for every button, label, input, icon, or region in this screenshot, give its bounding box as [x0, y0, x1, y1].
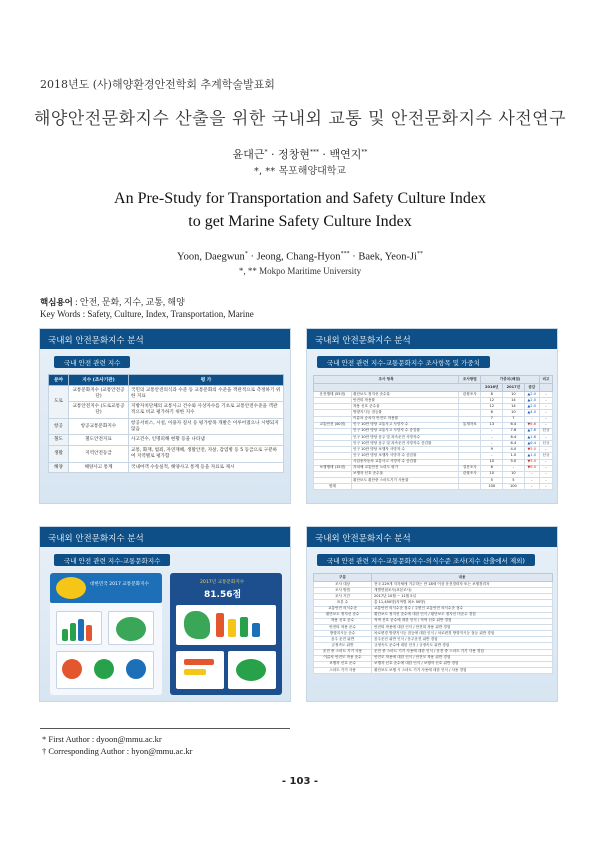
table-cell: -	[539, 465, 552, 471]
traffic-culture-weights-table	[313, 375, 553, 490]
author-ko-1: 윤대근	[232, 148, 265, 161]
table-cell: 음주운전 위반 인식 / 음주운전 위반 경험	[372, 637, 553, 643]
table-cell: ▼6.0	[524, 465, 539, 471]
table-cell: ▲2.0	[524, 398, 539, 404]
table-cell: 14	[503, 398, 525, 404]
table-cell: 9	[481, 447, 503, 453]
table-cell: ▲1.6	[524, 434, 539, 440]
author-ko-1-mark: *	[264, 148, 268, 156]
footnote-corresponding-author: † Corresponding Author : hyon@mmu.ac.kr	[42, 746, 193, 756]
table-header: 구분	[314, 574, 372, 582]
table-cell: -	[524, 416, 539, 422]
table-cell: 5	[503, 477, 525, 483]
pie-mark	[116, 617, 146, 641]
table-cell: ▲6.4	[524, 441, 539, 447]
table-row	[49, 435, 284, 446]
slide-subtitle: 국내 안전 관련 지수-교통문화지수-의식수준 조사(지수 산출에서 제외)	[317, 554, 535, 566]
table-cell: 6	[481, 410, 503, 416]
table-cell: -	[539, 392, 552, 398]
table-cell: -	[539, 471, 552, 477]
table-cell: 인구 10만 명당 보행자 사망자 수	[351, 447, 458, 453]
table-cell: 횡단보도 정지선 준수	[314, 612, 372, 618]
table-cell: -	[481, 428, 503, 434]
table-cell: 10	[503, 392, 525, 398]
authors-english: Yoon, Daegwun* · Jeong, Chang-Hyon*** · Baek, Yeon-Ji**	[177, 251, 423, 263]
table-cell: 항공서비스, 시설, 이용자 질서 등 평가항목 개발은 이루어졌으나 시행되지 않음	[129, 418, 284, 434]
bar-mark	[240, 617, 248, 637]
table-cell: 사고건수, 인명피해 현황 등을 나타냄	[129, 435, 284, 446]
infographic-card-1	[50, 573, 162, 695]
table-cell: 안전띠 착용률	[351, 398, 458, 404]
bar-mark	[86, 625, 92, 641]
table-cell: 10	[503, 471, 525, 477]
table-cell: -	[539, 416, 552, 422]
table-cell: 생활	[49, 446, 69, 462]
table-cell: 인구 10만 명당 교통사고 사망자 수 증감률	[351, 428, 458, 434]
table-cell: 이륜차 안전모 착용 준수	[314, 655, 372, 661]
table-cell: 13	[481, 422, 503, 428]
table-cell: 지역안전등급	[69, 446, 129, 462]
table-cell: 교통안전 의식수준 점수 / 주변인 교통안전 의식수준 점수	[372, 606, 553, 612]
table-cell: ▼6.6	[524, 422, 539, 428]
table-cell: -	[481, 434, 503, 440]
bar-mark	[184, 669, 206, 675]
slide-traffic-culture-items	[306, 328, 558, 504]
table-cell: 1.0	[503, 453, 525, 459]
table-header: 증감	[524, 384, 539, 392]
table-cell: 7.6	[503, 428, 525, 434]
table-row	[49, 462, 284, 473]
footnote-divider	[40, 728, 290, 729]
table-row	[314, 484, 553, 490]
table-cell: 해양	[49, 462, 69, 473]
table-cell: ▲2.0	[524, 404, 539, 410]
table-cell: ▲7.6	[524, 428, 539, 434]
table-cell: -	[481, 453, 503, 459]
table-cell: 인구 10만 명당 보행자 사망자 수 증감률	[351, 453, 458, 459]
keywords-english: Key Words : Safety, Culture, Index, Transportation, Marine	[40, 309, 254, 319]
authors-korean: 윤대근* · 정창현*** · 백연지**	[232, 148, 368, 161]
bar-mark	[228, 619, 236, 637]
affiliation-english: *, ** Mokpo Maritime University	[238, 266, 362, 276]
slide-title: 국내외 안전문화지수 분석	[307, 329, 557, 349]
keywords-english-label: Key Words	[40, 309, 81, 319]
table-cell: 교통문화지수 (교통안전공단)	[69, 386, 129, 402]
table-header-group: 가중치(배점)	[481, 376, 539, 384]
table-cell: 6	[481, 465, 503, 471]
bar-mark	[216, 613, 224, 637]
table-cell: 개별면접조사(표본조사)	[372, 588, 553, 594]
table-cell: 6.4	[503, 422, 525, 428]
table-cell: 표본 수	[314, 600, 372, 606]
slide-title: 국내외 안전문화지수 분석	[40, 527, 290, 547]
table-cell: 10	[481, 471, 503, 477]
table-cell: 교통안전 (40점)	[314, 422, 352, 428]
table-cell: 보행자 신호 준수율	[351, 471, 458, 477]
slide-title: 국내외 안전문화지수 분석	[40, 329, 290, 349]
table-cell: -	[539, 447, 552, 453]
author-ko-2-mark: ***	[309, 148, 319, 156]
pie-mark	[236, 659, 266, 681]
table-cell: 착용 신호 준수	[314, 618, 372, 624]
author-en-2-mark: ***	[340, 251, 350, 257]
table-row	[49, 386, 284, 402]
author-ko-3: 백연지	[329, 148, 362, 161]
table-cell: 관찰조사	[459, 392, 481, 398]
keywords-english-values: Safety, Culture, Index, Transportation, Marine	[87, 309, 254, 319]
conference-header: 2018년도 (사)해양환경안전학회 추계학술발표회	[40, 78, 275, 91]
table-cell: 자치체 교통안전 노력도 평가	[351, 465, 458, 471]
author-ko-2: 정창현	[278, 148, 310, 161]
table-cell: 신규	[539, 441, 552, 447]
table-cell: 규정속도 준수에 대한 인식 / 규정속도 위반 경험	[372, 643, 553, 649]
region-map-mark	[184, 611, 210, 639]
table-cell: 신규	[539, 453, 552, 459]
table-header: 평 가	[129, 375, 284, 386]
table-cell: 총 11,450명(지역별 최소 50명)	[372, 600, 553, 606]
table-cell	[351, 484, 458, 490]
table-cell: -	[481, 441, 503, 447]
table-cell: 7	[503, 416, 525, 422]
slide-subtitle: 국내 안전 관련 지수-교통문화지수	[54, 554, 170, 566]
table-cell: ▼5.0	[524, 459, 539, 465]
table-cell: 규정속도 위반	[314, 643, 372, 649]
table-cell: -	[503, 465, 525, 471]
table-header: 조사 항목	[314, 376, 459, 384]
table-cell: -	[539, 477, 552, 483]
table-cell: -	[539, 422, 552, 428]
author-en-1-mark: *	[244, 251, 248, 257]
table-cell: 6.4	[503, 434, 525, 440]
table-cell: 횡단보도 정지선 준수에 대한 인식 / 횡단보도 정지선 미준수 경험	[372, 612, 553, 618]
author-en-1: Yoon, Daegwun	[177, 251, 245, 263]
bar-mark	[78, 619, 84, 641]
table-cell: 운전 중 스마트 기기 사용	[314, 649, 372, 655]
table-cell: 철도안전지표	[69, 435, 129, 446]
table-cell: ▼5.0	[524, 447, 539, 453]
table-cell: -	[524, 484, 539, 490]
table-cell: 해양사고 통계	[69, 462, 129, 473]
table-cell: 도로	[49, 386, 69, 419]
table-cell: 2017년 10월 ~ 11월 5일	[372, 594, 553, 600]
table-cell: ▲1.0	[524, 453, 539, 459]
table-header: 분야	[49, 375, 69, 386]
table-cell: 100	[481, 484, 503, 490]
table-cell: 국내여객 수송실적, 해양사고 통계 등을 자료로 제시	[129, 462, 284, 473]
table-header: 2016년	[481, 384, 503, 392]
table-cell: -	[524, 471, 539, 477]
table-header: 2017년	[503, 384, 525, 392]
table-cell: 음주 운전 위반	[314, 637, 372, 643]
table-cell: 통계자료	[459, 422, 481, 428]
author-en-2: Jeong, Chang-Hyon	[256, 251, 341, 263]
table-header-spacer	[539, 384, 552, 392]
table-cell: 관찰조사	[459, 471, 481, 477]
table-cell: 교통안전지수 (도로교통공단)	[69, 402, 129, 418]
table-cell: 보행자 신호 준수에 대한 인식 / 보행자 신호 위반 경험	[372, 661, 553, 667]
table-cell: 보행자 신호 준수	[314, 661, 372, 667]
table-cell: 보행행태 (15점)	[314, 465, 352, 471]
table-cell: 5	[481, 477, 503, 483]
author-en-3: Baek, Yeon-Ji	[358, 251, 417, 263]
table-cell: -	[539, 404, 552, 410]
table-cell: 운전 중 스마트 기기 사용에 대한 인식 / 운전 중 스마트 기기 사용 경험	[372, 649, 553, 655]
table-cell: -	[539, 410, 552, 416]
slide-subtitle: 국내 안전 관련 지수-교통문화지수 조사항목 및 가중치	[317, 356, 490, 368]
table-cell: 신규	[539, 428, 552, 434]
table-row	[314, 667, 553, 673]
safety-index-table	[48, 374, 284, 473]
table-header: 지수 (조사기관)	[69, 375, 129, 386]
table-cell: 교통안전 의식수준	[314, 606, 372, 612]
paper-title-english-line2: to get Marine Safety Culture Index	[188, 213, 412, 230]
table-cell: ▲4.0	[524, 410, 539, 416]
table-cell: 차로변경 방향지시등 점등에 대한 인식 / 차로변경 방향지시등 점등 위반 경험	[372, 631, 553, 637]
korea-map-icon	[56, 577, 86, 599]
table-cell: 조사 대상	[314, 582, 372, 588]
table-cell: 100	[503, 484, 525, 490]
table-cell: 지방자치단체의 교통사고 건수와 사상자수를 기초로 교통안전수준을 객관적으로 비교 평가하기 위한 지수	[129, 402, 284, 418]
table-cell: 항공	[49, 418, 69, 434]
table-cell: 7	[481, 416, 503, 422]
bar-mark	[184, 659, 214, 665]
slide-domestic-safety-index	[39, 328, 291, 504]
table-cell: 스마트 기기 사용	[314, 667, 372, 673]
awareness-survey-table	[313, 573, 553, 674]
table-cell: 10	[503, 410, 525, 416]
author-ko-3-mark: **	[361, 148, 368, 156]
slide-traffic-culture-infographic	[39, 526, 291, 702]
keywords-korean: 핵심용어 : 안전, 문화, 지수, 교통, 해양	[40, 297, 185, 308]
table-cell: 방향지시등 준수	[314, 631, 372, 637]
table-cell: 사업용자동차 교통사고 사망자 수 증감률	[351, 459, 458, 465]
slide-title: 국내외 안전문화지수 분석	[307, 527, 557, 547]
table-cell: 항공교통문화지수	[69, 418, 129, 434]
table-cell: 교통, 화재, 범죄, 자연재해, 생활안전, 자살, 감염병 등 5 등급으로 구분하여 지역별로 평가함	[129, 446, 284, 462]
table-header: 내용	[372, 574, 553, 582]
table-cell: 인구 10만 명당 교통사고 사망자 수	[351, 422, 458, 428]
table-cell	[459, 484, 481, 490]
table-cell: 조사 기간	[314, 594, 372, 600]
bar-mark	[70, 623, 76, 641]
table-cell: 안전띠 착용에 대한 인식 / 안전띠 착용 위반 경험	[372, 624, 553, 630]
table-cell: 인구 10만 명당 음주 및 과속운전 사망자수 증감률	[351, 441, 458, 447]
table-cell: 8	[481, 392, 503, 398]
table-cell: 횡단보도 정지선 준수율	[351, 392, 458, 398]
footnote-first-author: * First Author : dyoon@mmu.ac.kr	[42, 734, 162, 744]
infographic-card-2	[170, 573, 282, 695]
table-cell: 합계	[314, 484, 352, 490]
table-cell: 12	[481, 398, 503, 404]
table-row	[49, 402, 284, 418]
table-cell: 적색 신호 준수에 대한 인식 / 적색 신호 위반 경험	[372, 618, 553, 624]
table-cell: -	[539, 398, 552, 404]
keywords-korean-values: 안전, 문화, 지수, 교통, 해양	[79, 297, 185, 307]
table-cell: 14	[503, 404, 525, 410]
table-cell: 운전행태 (55점)	[314, 392, 352, 398]
table-header: 비고	[539, 376, 552, 384]
keywords-korean-label: 핵심용어	[40, 298, 73, 308]
stat-icon	[62, 659, 82, 679]
table-cell: 6.4	[503, 441, 525, 447]
bar-mark	[62, 629, 68, 641]
page-number: - 103 -	[281, 776, 319, 787]
table-cell: 철도	[49, 435, 69, 446]
paper-title-english-line1: An Pre-Study for Transportation and Safety Culture Index	[114, 190, 486, 207]
infographic-card-2-title: 2017년 교통문화지수	[200, 580, 245, 585]
table-cell: 설문조사	[459, 465, 481, 471]
table-cell: 4.0	[503, 447, 525, 453]
slide-subtitle: 국내 안전 관련 지수	[54, 356, 130, 368]
table-cell: 방향지시등 점등률	[351, 410, 458, 416]
table-cell: 횡단보도 횡단중 스마트기기 사용률	[351, 477, 458, 483]
table-cell: 조사 방법	[314, 588, 372, 594]
table-cell: 이륜차 승차자 안전모 착용률	[351, 416, 458, 422]
bar-mark	[252, 623, 260, 637]
affiliation-korean: *, ** 목포해양대학교	[253, 166, 347, 177]
table-cell: 10	[481, 459, 503, 465]
author-en-3-mark: **	[416, 251, 423, 257]
table-cell: -	[539, 434, 552, 440]
table-header-spacer	[314, 384, 481, 392]
table-header: 조사방법	[459, 376, 481, 384]
table-cell: 횡단보도 보행 시 스마트 기기 사용에 대한 인식 / 사용 경험	[372, 667, 553, 673]
table-cell: -	[524, 477, 539, 483]
table-cell: 전국 229개 지자체에 거주하는 만 18세 이상 운전경력자 또는 보행경력자	[372, 582, 553, 588]
table-cell: 12	[481, 404, 503, 410]
table-cell: ▲2.0	[524, 392, 539, 398]
table-cell: 착용 신호 준수율	[351, 404, 458, 410]
table-cell: -	[539, 459, 552, 465]
infographic-score: 81.56점	[204, 590, 242, 600]
table-cell: 안전모 착용에 대한 인식 / 안전모 착용 위반 경험	[372, 655, 553, 661]
table-row	[49, 446, 284, 462]
stat-icon	[126, 659, 146, 679]
table-cell: -	[539, 484, 552, 490]
paper-title-korean: 해양안전문화지수 산출을 위한 국내외 교통 및 안전문화지수 사전연구	[33, 109, 567, 129]
infographic-card-1-title: 대한민국 2017 교통문화지수	[90, 582, 149, 587]
stat-icon	[94, 659, 114, 679]
slide-awareness-survey	[306, 526, 558, 702]
table-cell: 5.0	[503, 459, 525, 465]
table-cell: 국민의 교통안전의식과 수준 등 교통문화의 수준을 객관적으로 측정하기 위한 지표	[129, 386, 284, 402]
table-cell: 안전띠 착용 준수	[314, 624, 372, 630]
table-cell: 인구 10만 명당 음주 및 과속운전 사망자수	[351, 434, 458, 440]
table-row	[49, 418, 284, 434]
